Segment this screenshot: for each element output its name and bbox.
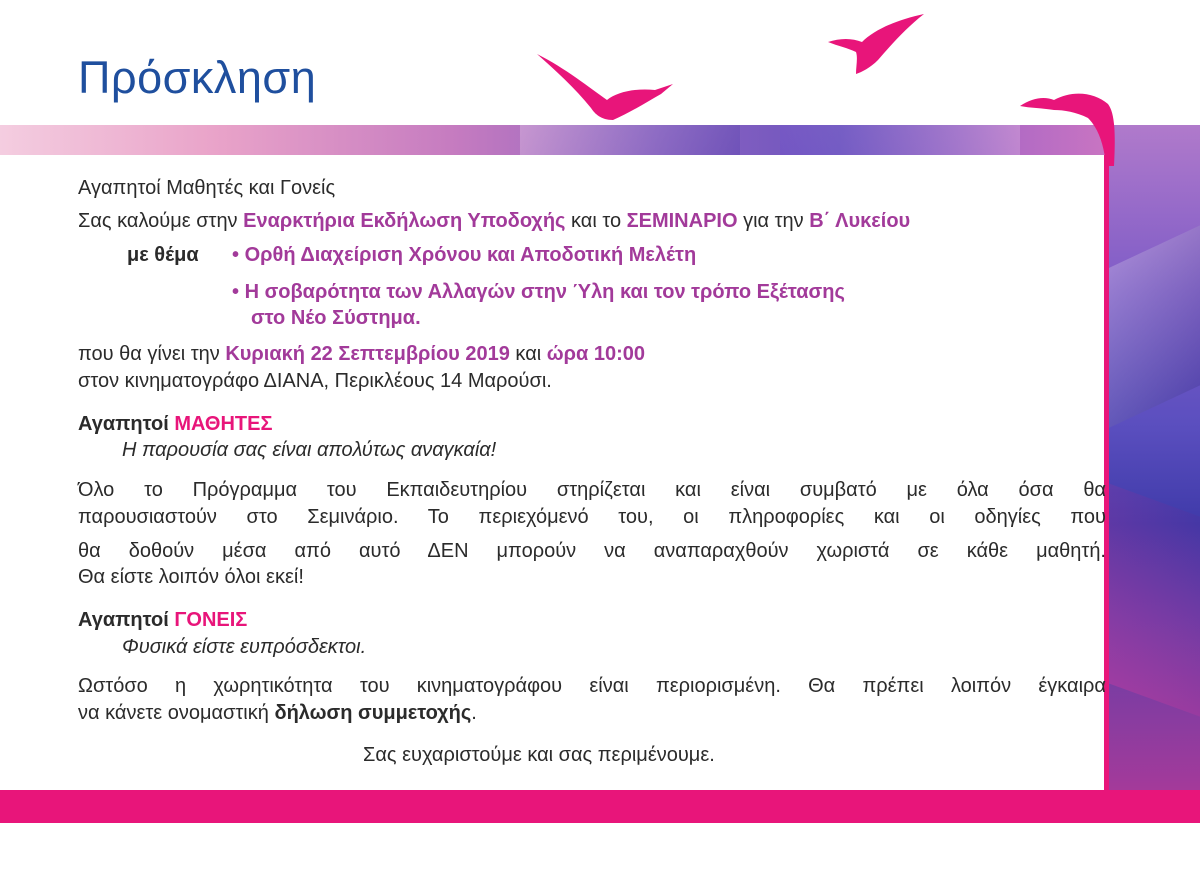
bird-icon (535, 48, 675, 123)
topic-item-text: Η σοβαρότητα των Αλλαγών στην Ύλη και τον τρόπο Εξέτασης (244, 281, 845, 303)
invite-text: και το (565, 210, 627, 232)
greeting: Αγαπητοί Μαθητές και Γονείς (78, 177, 336, 199)
event-date: Κυριακή 22 Σεπτεμβρίου 2019 (225, 343, 510, 365)
paragraph-text: . (471, 702, 477, 724)
students-paragraph-line: παρουσιαστούν στο Σεμινάριο. Το περιεχόμενό του, οι πληροφορίες και οι οδηγίες που (78, 506, 1106, 528)
parents-paragraph-line (78, 701, 477, 725)
heading-highlight: ΜΑΘΗΤΕΣ (174, 413, 273, 435)
event-name: Εναρκτήρια Εκδήλωση Υποδοχής (243, 210, 566, 232)
students-paragraph-line: Όλο το Πρόγραμμα του Εκπαιδευτηρίου στηρίζεται και είναι συμβατό με όλα όσα θα (78, 479, 1106, 501)
closing-line: Σας ευχαριστούμε και σας περιμένουμε. (363, 744, 715, 766)
date-text: που θα γίνει την (78, 343, 226, 365)
bullet-icon: • (232, 281, 240, 303)
bullet-icon: • (232, 244, 240, 266)
parents-note: Φυσικά είστε ευπρόσδεκτοι. (122, 636, 367, 658)
registration-emphasis: δήλωση συμμετοχής (274, 702, 472, 724)
date-line (78, 342, 645, 366)
paragraph-text: να κάνετε ονομαστική (78, 702, 275, 724)
date-text: και (509, 343, 547, 365)
venue-line: στον κινηματογράφο ΔΙΑΝΑ, Περικλέους 14 Μαρούσι. (78, 370, 552, 392)
panel-facet (1108, 212, 1200, 437)
students-paragraph-line: Θα είστε λοιπόν όλοι εκεί! (78, 566, 304, 588)
card-right-border (1104, 155, 1109, 795)
seminar-label: ΣΕΜΙΝΑΡΙΟ (626, 210, 738, 232)
event-time: ώρα 10:00 (546, 343, 646, 365)
invite-text: για την (737, 210, 810, 232)
topic-item (232, 280, 845, 304)
heading-prefix: Αγαπητοί (78, 609, 175, 631)
right-gradient-panel (1108, 125, 1200, 790)
bird-icon (1018, 88, 1118, 168)
students-heading (78, 412, 272, 436)
panel-facet (1108, 483, 1200, 727)
topic-label: με θέμα (127, 244, 199, 266)
invite-text: Σας καλούμε στην (78, 210, 244, 232)
bottom-pink-band (0, 790, 1200, 823)
topic-item-continuation: στο Νέο Σύστημα. (251, 307, 421, 329)
parents-paragraph-line: Ωστόσο η χωρητικότητα του κινηματογράφου είναι περιορισμένη. Θα πρέπει λοιπόν έγκαιρα (78, 675, 1106, 697)
invitation-line (78, 209, 910, 233)
bird-icon (826, 12, 926, 77)
parents-heading (78, 608, 247, 632)
topic-item (232, 243, 696, 267)
heading-highlight: ΓΟΝΕΙΣ (174, 609, 248, 631)
students-paragraph-line: θα δοθούν μέσα από αυτό ΔΕΝ μπορούν να αναπαραχθούν χωριστά σε κάθε μαθητή. (78, 540, 1106, 562)
topic-item-text: Ορθή Διαχείριση Χρόνου και Αποδοτική Μελέτη (244, 244, 697, 266)
page-title: Πρόσκληση (78, 52, 317, 103)
heading-prefix: Αγαπητοί (78, 413, 175, 435)
students-note: Η παρουσία σας είναι απολύτως αναγκαία! (122, 439, 497, 461)
grade-label: Β΄ Λυκείου (809, 210, 911, 232)
